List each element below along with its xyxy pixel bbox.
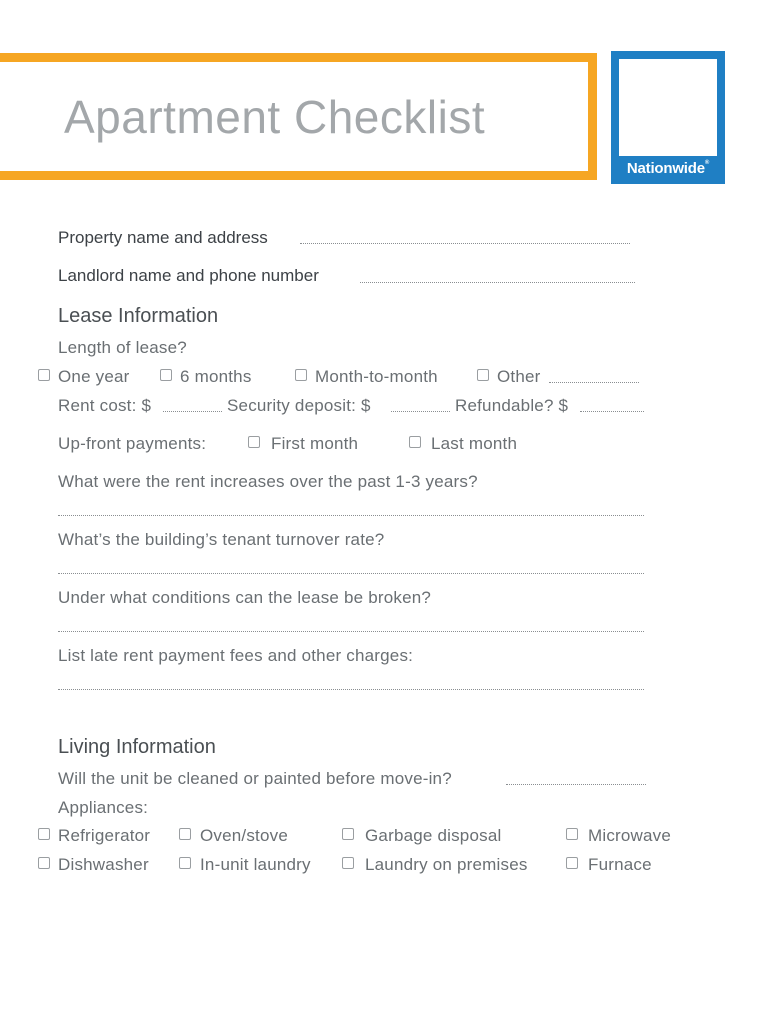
appliances-label: Appliances: — [58, 798, 149, 817]
landlord-input-line[interactable] — [360, 282, 635, 283]
one-year-checkbox[interactable] — [38, 369, 50, 381]
rent-cost-label: Rent cost: $ — [58, 396, 152, 415]
month-to-month-checkbox[interactable] — [295, 369, 307, 381]
in-unit-laundry-checkbox[interactable] — [179, 857, 191, 869]
property-input-line[interactable] — [300, 243, 630, 244]
month-to-month-label: Month-to-month — [315, 367, 438, 386]
last-month-checkbox[interactable] — [409, 436, 421, 448]
other-checkbox[interactable] — [477, 369, 489, 381]
landlord-label: Landlord name and phone number — [58, 266, 319, 285]
laundry-on-premises-checkbox[interactable] — [342, 857, 354, 869]
rent-cost-input-line[interactable] — [163, 411, 222, 412]
microwave-checkbox[interactable] — [566, 828, 578, 840]
furnace-checkbox[interactable] — [566, 857, 578, 869]
microwave-label: Microwave — [588, 826, 672, 845]
page-title: Apartment Checklist — [64, 91, 486, 143]
lease-break-answer-line[interactable] — [58, 631, 644, 632]
six-months-label: 6 months — [180, 367, 252, 386]
rent-increase-question: What were the rent increases over the past 1-3 years? — [58, 472, 478, 491]
furnace-label: Furnace — [588, 855, 652, 874]
lease-length-label: Length of lease? — [58, 338, 187, 357]
upfront-label: Up-front payments: — [58, 434, 207, 453]
first-month-label: First month — [271, 434, 359, 453]
refrigerator-label: Refrigerator — [58, 826, 151, 845]
six-months-checkbox[interactable] — [160, 369, 172, 381]
cleaned-question: Will the unit be cleaned or painted before move-in? — [58, 769, 452, 788]
garbage-disposal-checkbox[interactable] — [342, 828, 354, 840]
property-label: Property name and address — [58, 228, 268, 247]
security-deposit-label: Security deposit: $ — [227, 396, 371, 415]
security-deposit-input-line[interactable] — [391, 411, 450, 412]
nationwide-logo — [611, 51, 725, 184]
last-month-label: Last month — [431, 434, 518, 453]
turnover-question: What’s the building’s tenant turnover rate? — [58, 530, 385, 549]
rent-increase-answer-line[interactable] — [58, 515, 644, 516]
living-heading: Living Information — [58, 736, 216, 758]
dishwasher-checkbox[interactable] — [38, 857, 50, 869]
garbage-disposal-label: Garbage disposal — [365, 826, 502, 845]
refrigerator-checkbox[interactable] — [38, 828, 50, 840]
first-month-checkbox[interactable] — [248, 436, 260, 448]
late-fees-question: List late rent payment fees and other charges: — [58, 646, 414, 665]
refundable-input-line[interactable] — [580, 411, 644, 412]
logo-window — [619, 59, 717, 156]
lease-break-question: Under what conditions can the lease be broken? — [58, 588, 432, 607]
dishwasher-label: Dishwasher — [58, 855, 149, 874]
other-input-line[interactable] — [549, 382, 639, 383]
oven-stove-checkbox[interactable] — [179, 828, 191, 840]
in-unit-laundry-label: In-unit laundry — [200, 855, 311, 874]
one-year-label: One year — [58, 367, 130, 386]
late-fees-answer-line[interactable] — [58, 689, 644, 690]
cleaned-answer-line[interactable] — [506, 784, 646, 785]
laundry-on-premises-label: Laundry on premises — [365, 855, 528, 874]
refundable-label: Refundable? $ — [455, 396, 569, 415]
oven-stove-label: Oven/stove — [200, 826, 288, 845]
other-label: Other — [497, 367, 541, 386]
logo-text: Nationwide® — [626, 160, 710, 177]
turnover-answer-line[interactable] — [58, 573, 644, 574]
lease-heading: Lease Information — [58, 305, 219, 327]
